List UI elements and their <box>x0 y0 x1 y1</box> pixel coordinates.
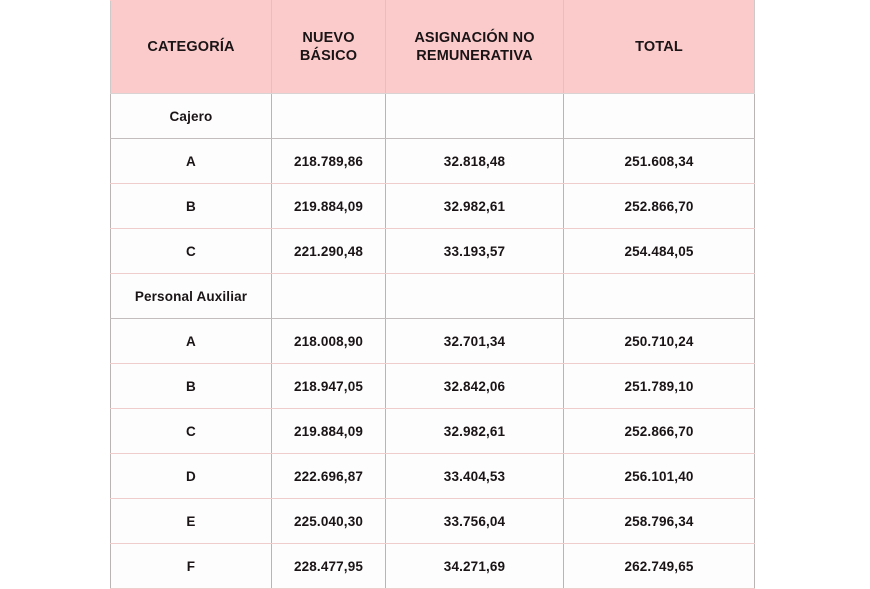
cell-total: 252.866,70 <box>564 184 755 229</box>
table-row <box>111 139 755 184</box>
cell-asignacion: 34.271,69 <box>386 544 564 589</box>
table-row <box>111 364 755 409</box>
cell-categoria: B <box>111 184 272 229</box>
cell-empty-asignacion <box>386 274 564 319</box>
cell-nuevo-basico: 219.884,09 <box>272 184 386 229</box>
cell-nuevo-basico: 218.947,05 <box>272 364 386 409</box>
column-header-total <box>564 1 755 94</box>
cell-empty-nuevo-basico <box>272 94 386 139</box>
cell-categoria: A <box>111 139 272 184</box>
cell-categoria: A <box>111 319 272 364</box>
table-row <box>111 499 755 544</box>
cell-asignacion: 32.818,48 <box>386 139 564 184</box>
cell-categoria: C <box>111 409 272 454</box>
cell-asignacion: 32.701,34 <box>386 319 564 364</box>
cell-total: 250.710,24 <box>564 319 755 364</box>
table-header <box>111 1 755 94</box>
cell-empty-total <box>564 94 755 139</box>
cell-categoria: D <box>111 454 272 499</box>
table-row <box>111 319 755 364</box>
cell-nuevo-basico: 225.040,30 <box>272 499 386 544</box>
salary-scale-table <box>110 0 755 589</box>
cell-nuevo-basico: 221.290,48 <box>272 229 386 274</box>
cell-nuevo-basico: 218.789,86 <box>272 139 386 184</box>
cell-total: 254.484,05 <box>564 229 755 274</box>
column-header-asignacion-line-1: ASIGNACIÓN NO <box>414 30 535 46</box>
cell-empty-asignacion <box>386 94 564 139</box>
column-header-asignacion-no-remunerativa <box>386 1 564 94</box>
cell-empty-total <box>564 274 755 319</box>
cell-total: 256.101,40 <box>564 454 755 499</box>
cell-asignacion: 33.756,04 <box>386 499 564 544</box>
cell-categoria: B <box>111 364 272 409</box>
column-header-nuevo-basico-line-1: NUEVO <box>302 30 355 46</box>
cell-categoria: E <box>111 499 272 544</box>
column-header-asignacion-line-2: REMUNERATIVA <box>416 48 533 64</box>
cell-asignacion: 33.404,53 <box>386 454 564 499</box>
cell-asignacion: 32.982,61 <box>386 409 564 454</box>
cell-categoria: F <box>111 544 272 589</box>
table-row-section-cajero <box>111 94 755 139</box>
table-row <box>111 544 755 589</box>
table-body <box>111 94 755 589</box>
table-row <box>111 454 755 499</box>
cell-total: 262.749,65 <box>564 544 755 589</box>
cell-total: 258.796,34 <box>564 499 755 544</box>
column-header-nuevo-basico <box>272 1 386 94</box>
cell-total: 252.866,70 <box>564 409 755 454</box>
table-row <box>111 229 755 274</box>
cell-nuevo-basico: 219.884,09 <box>272 409 386 454</box>
section-label-cajero: Cajero <box>111 94 272 139</box>
cell-total: 251.608,34 <box>564 139 755 184</box>
cell-asignacion: 32.982,61 <box>386 184 564 229</box>
cell-categoria: C <box>111 229 272 274</box>
column-header-total-line-1: TOTAL <box>635 39 683 55</box>
table-row <box>111 409 755 454</box>
cell-nuevo-basico: 218.008,90 <box>272 319 386 364</box>
cell-empty-nuevo-basico <box>272 274 386 319</box>
cell-nuevo-basico: 228.477,95 <box>272 544 386 589</box>
cell-nuevo-basico: 222.696,87 <box>272 454 386 499</box>
column-header-categoria-line-1: CATEGORÍA <box>147 39 235 55</box>
cell-asignacion: 32.842,06 <box>386 364 564 409</box>
column-header-nuevo-basico-line-2: BÁSICO <box>299 48 358 64</box>
table-header-row <box>111 1 755 94</box>
column-header-categoria <box>111 1 272 94</box>
cell-total: 251.789,10 <box>564 364 755 409</box>
section-label-personal-auxiliar: Personal Auxiliar <box>111 274 272 319</box>
table-row-section-personal-auxiliar <box>111 274 755 319</box>
cell-asignacion: 33.193,57 <box>386 229 564 274</box>
table-row <box>111 184 755 229</box>
